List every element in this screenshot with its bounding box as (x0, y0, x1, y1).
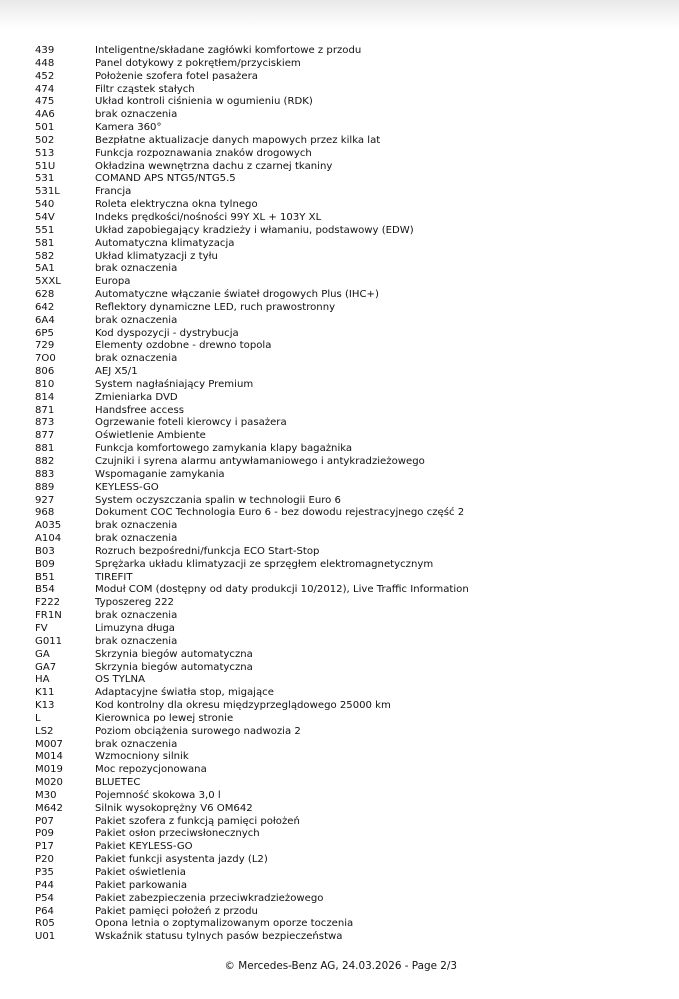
option-code: 513 (35, 147, 55, 159)
option-code: 452 (35, 70, 55, 82)
option-code: FR1N (35, 610, 62, 622)
option-code: 581 (35, 237, 55, 249)
list-item (35, 739, 655, 752)
option-code: 475 (35, 96, 55, 108)
option-code: P44 (35, 879, 54, 891)
option-description: Wspomaganie zamykania (95, 468, 225, 480)
option-code: M30 (35, 789, 57, 801)
list-item (35, 803, 655, 816)
option-description: brak oznaczenia (95, 610, 178, 622)
list-item (35, 572, 655, 585)
list-item (35, 764, 655, 777)
option-code: 474 (35, 83, 55, 95)
list-item (35, 340, 655, 353)
option-code: K13 (35, 700, 55, 712)
list-item (35, 507, 655, 520)
option-code: R05 (35, 918, 55, 930)
option-code: LS2 (35, 725, 54, 737)
list-item (35, 315, 655, 328)
option-description: Inteligentne/składane zagłówki komfortowe z przodu (95, 45, 362, 56)
list-item (35, 880, 655, 893)
list-item (35, 931, 655, 944)
option-description: Położenie szofera fotel pasażera (95, 70, 258, 82)
page-footer: © Mercedes-Benz AG, 24.03.2026 - Page 2/3 (224, 960, 457, 972)
option-description: OŚ TYLNA (95, 674, 145, 686)
option-code: 501 (35, 122, 55, 134)
list-item (35, 841, 655, 854)
list-item (35, 263, 655, 276)
option-description: Opona letnia o zoptymalizowanym oporze toczenia (95, 918, 354, 930)
option-description: Sprężarka układu klimatyzacji ze sprzęgłem elektromagnetycznym (95, 558, 434, 570)
option-description: Funkcja rozpoznawania znaków drogowych (95, 147, 312, 159)
option-code: 4A6 (35, 109, 55, 121)
option-code: 439 (35, 45, 55, 56)
list-item (35, 636, 655, 649)
option-code: 531L (35, 186, 60, 198)
list-item (35, 417, 655, 430)
option-description: Europa (95, 276, 131, 288)
list-item (35, 366, 655, 379)
option-code: U01 (35, 931, 56, 943)
list-item (35, 84, 655, 97)
option-code: K11 (35, 687, 55, 699)
option-code: B03 (35, 545, 55, 557)
list-item (35, 443, 655, 456)
option-description: brak oznaczenia (95, 353, 178, 365)
list-item (35, 854, 655, 867)
list-item (35, 302, 655, 315)
list-item (35, 713, 655, 726)
option-description: Pakiet zabezpieczenia przeciwkradzieżowego (95, 892, 324, 904)
top-shadow (0, 0, 679, 30)
option-code: P07 (35, 815, 54, 827)
list-item (35, 906, 655, 919)
list-item (35, 751, 655, 764)
list-item (35, 584, 655, 597)
option-code: 582 (35, 250, 55, 262)
option-code: 806 (35, 366, 55, 378)
list-item (35, 405, 655, 418)
option-code: HA (35, 674, 50, 686)
option-description: Dokument COC Technologia Euro 6 - bez dowodu rejestracyjnego część 2 (95, 507, 465, 519)
option-description: Skrzynia biegów automatyczna (95, 661, 253, 673)
option-code: 927 (35, 494, 55, 506)
list-item (35, 520, 655, 533)
option-description: Wzmocniony silnik (95, 751, 189, 763)
option-code: GA (35, 648, 50, 660)
option-description: Moduł COM (dostępny od daty produkcji 10/2012), Live Traffic Information (95, 584, 469, 596)
option-description: Limuzyna długa (95, 622, 175, 634)
list-item (35, 251, 655, 264)
list-item (35, 867, 655, 880)
list-item (35, 45, 655, 58)
option-description: Pakiet KEYLESS-GO (95, 841, 193, 853)
option-code: 814 (35, 391, 55, 403)
option-description: Pakiet osłon przeciwsłonecznych (95, 828, 260, 840)
option-code: 502 (35, 134, 55, 146)
option-code: 877 (35, 430, 55, 442)
list-item (35, 135, 655, 148)
option-description: Elementy ozdobne - drewno topola (95, 340, 272, 352)
option-description: Moc repozycjonowana (95, 764, 207, 776)
list-item (35, 726, 655, 739)
option-description: Okładzina wewnętrzna dachu z czarnej tkaniny (95, 160, 333, 172)
list-item (35, 430, 655, 443)
option-description: Zmieniarka DVD (95, 391, 178, 403)
option-description: brak oznaczenia (95, 533, 178, 545)
option-code: M014 (35, 751, 63, 763)
list-item (35, 662, 655, 675)
option-code: M020 (35, 777, 63, 789)
option-code: B54 (35, 584, 55, 596)
list-item (35, 790, 655, 803)
option-code: P35 (35, 867, 54, 878)
list-item (35, 597, 655, 610)
option-description: COMAND APS NTG5/NTG5.5 (95, 173, 236, 185)
list-item (35, 777, 655, 790)
option-code: F222 (35, 597, 61, 609)
option-description: Roleta elektryczna okna tylnego (95, 199, 258, 211)
option-description: Kod dyspozycji - dystrybucja (95, 327, 239, 339)
list-item (35, 71, 655, 84)
option-code: 6A4 (35, 314, 55, 326)
option-code: 7O0 (35, 353, 56, 365)
option-description: brak oznaczenia (95, 520, 178, 532)
list-item (35, 199, 655, 212)
option-description: KEYLESS-GO (95, 481, 159, 493)
list-item (35, 328, 655, 341)
option-code: 51U (35, 160, 56, 172)
list-item (35, 918, 655, 931)
option-description: Silnik wysokoprężny V6 OM642 (95, 802, 253, 814)
list-item (35, 816, 655, 829)
list-item (35, 456, 655, 469)
list-item (35, 700, 655, 713)
list-item (35, 96, 655, 109)
option-code: 883 (35, 468, 55, 480)
list-item (35, 533, 655, 546)
option-code: 5XXL (35, 276, 61, 288)
option-description: Wskaźnik statusu tylnych pasów bezpieczeństwa (95, 931, 343, 943)
option-code: FV (35, 622, 48, 634)
option-code: P20 (35, 854, 54, 866)
option-code: 729 (35, 340, 55, 352)
option-code: M019 (35, 764, 63, 776)
option-description: Kamera 360° (95, 122, 162, 134)
option-code: 889 (35, 481, 55, 493)
option-description: brak oznaczenia (95, 738, 178, 750)
option-code: 628 (35, 289, 55, 301)
option-code: P54 (35, 892, 54, 904)
option-code: P09 (35, 828, 54, 840)
option-description: Poziom obciążenia surowego nadwozia 2 (95, 725, 301, 737)
list-item (35, 173, 655, 186)
option-code: B51 (35, 571, 55, 583)
list-item (35, 546, 655, 559)
option-description: Typoszereg 222 (95, 597, 174, 609)
option-code: 5A1 (35, 263, 55, 275)
option-code: L (35, 712, 41, 724)
option-code: M007 (35, 738, 63, 750)
option-code: P17 (35, 841, 54, 853)
list-item (35, 392, 655, 405)
list-item (35, 674, 655, 687)
option-code: 448 (35, 57, 55, 69)
option-description: brak oznaczenia (95, 263, 178, 275)
option-description: brak oznaczenia (95, 109, 178, 121)
option-description: Pojemność skokowa 3,0 l (95, 789, 221, 801)
list-item (35, 353, 655, 366)
list-item (35, 212, 655, 225)
list-item (35, 893, 655, 906)
option-code: 873 (35, 417, 55, 429)
option-description: Francja (95, 186, 132, 198)
option-description: Skrzynia biegów automatyczna (95, 648, 253, 660)
list-item (35, 58, 655, 71)
option-description: BLUETEC (95, 777, 141, 789)
option-description: Ogrzewanie foteli kierowcy i pasażera (95, 417, 287, 429)
option-description: TIREFIT (95, 571, 133, 583)
option-code: 881 (35, 443, 55, 455)
option-code: GA7 (35, 661, 57, 673)
option-code: A104 (35, 533, 62, 545)
option-code: 871 (35, 404, 55, 416)
list-item (35, 225, 655, 238)
option-description: Czujniki i syrena alarmu antywłamaniowego i antykradzieżowego (95, 456, 425, 467)
option-code: 540 (35, 199, 55, 211)
list-item (35, 559, 655, 572)
option-code: A035 (35, 520, 62, 532)
option-description: Automatyczna klimatyzacja (95, 237, 235, 249)
option-description: Pakiet funkcji asystenta jazdy (L2) (95, 854, 268, 866)
option-description: Handsfree access (95, 404, 184, 416)
option-description: brak oznaczenia (95, 635, 178, 647)
option-code: 6P5 (35, 327, 54, 339)
equipment-code-list (35, 45, 655, 944)
option-description: Reflektory dynamiczne LED, ruch prawostronny (95, 301, 336, 313)
option-code: 551 (35, 224, 55, 236)
option-description: Pakiet szofera z funkcją pamięci położeń (95, 815, 300, 827)
list-item (35, 828, 655, 841)
option-description: Układ zapobiegający kradzieży i włamaniu, podstawowy (EDW) (95, 224, 414, 236)
list-item (35, 649, 655, 662)
option-description: Układ klimatyzacji z tyłu (95, 250, 218, 262)
list-item (35, 469, 655, 482)
option-description: brak oznaczenia (95, 314, 178, 326)
option-description: Bezpłatne aktualizacje danych mapowych przez kilka lat (95, 134, 381, 146)
list-item (35, 148, 655, 161)
list-item (35, 109, 655, 122)
option-code: B09 (35, 558, 55, 570)
list-item (35, 495, 655, 508)
list-item (35, 238, 655, 251)
list-item (35, 482, 655, 495)
option-description: Kod kontrolny dla okresu międzyprzeglądowego 25000 km (95, 700, 391, 712)
option-description: AEJ X5/1 (95, 366, 138, 378)
option-description: Rozruch bezpośredni/funkcja ECO Start-Stop (95, 545, 320, 557)
option-description: Pakiet pamięci położeń z przodu (95, 905, 258, 917)
option-code: P64 (35, 905, 54, 917)
list-item (35, 161, 655, 174)
option-code: 882 (35, 456, 55, 467)
option-description: Kierownica po lewej stronie (95, 712, 234, 724)
list-item (35, 610, 655, 623)
option-description: Adaptacyjne światła stop, migające (95, 687, 274, 699)
option-description: Pakiet parkowania (95, 879, 188, 891)
list-item (35, 687, 655, 700)
option-code: 531 (35, 173, 55, 185)
option-code: M642 (35, 802, 63, 814)
list-item (35, 623, 655, 636)
option-description: Indeks prędkości/nośności 99Y XL + 103Y XL (95, 211, 322, 223)
option-description: Filtr cząstek stałych (95, 83, 195, 95)
option-description: System oczyszczania spalin w technologii Euro 6 (95, 494, 341, 506)
list-item (35, 379, 655, 392)
list-item (35, 122, 655, 135)
option-description: Pakiet oświetlenia (95, 867, 186, 878)
option-code: 810 (35, 378, 55, 390)
option-description: Panel dotykowy z pokrętłem/przyciskiem (95, 57, 301, 69)
option-code: 642 (35, 301, 55, 313)
list-item (35, 276, 655, 289)
list-item (35, 186, 655, 199)
option-description: System nagłaśniający Premium (95, 378, 254, 390)
option-description: Oświetlenie Ambiente (95, 430, 206, 442)
option-description: Funkcja komfortowego zamykania klapy bagażnika (95, 443, 353, 455)
option-code: 54V (35, 211, 55, 223)
option-code: 968 (35, 507, 55, 519)
option-description: Automatyczne włączanie świateł drogowych Plus (IHC+) (95, 289, 379, 301)
option-code: G011 (35, 635, 63, 647)
list-item (35, 289, 655, 302)
option-description: Układ kontroli ciśnienia w ogumieniu (RDK) (95, 96, 313, 108)
